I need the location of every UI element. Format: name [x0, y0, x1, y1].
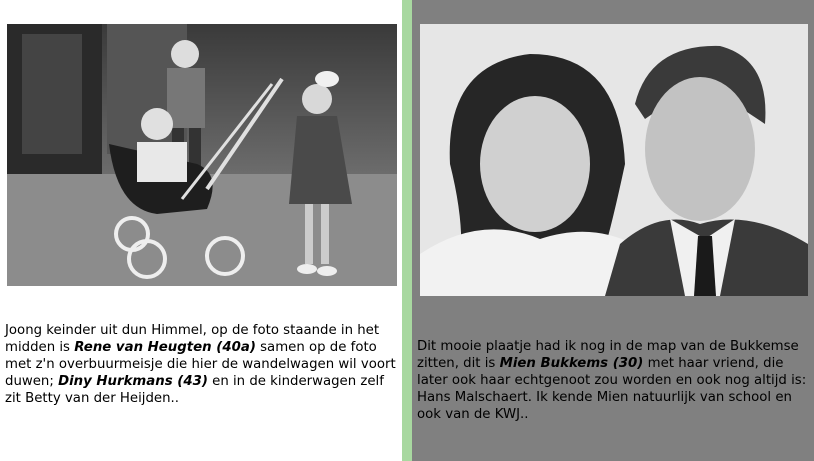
left-caption [5, 322, 397, 407]
left-panel [0, 0, 402, 461]
photo-couple-portrait [420, 24, 808, 296]
right-caption [417, 338, 809, 423]
right-panel [412, 0, 814, 461]
left-caption-text-1: Joong keinder uit dun Himmel, op de foto staande in het midden is [5, 323, 380, 355]
left-caption-text-3: en in de kinderwagen zelf zit Betty van der Heijden.. [5, 374, 384, 406]
right-caption-text-1: Dit mooie plaatje had ik nog in de map van de Bukkemse zitten, dit is [417, 339, 799, 371]
name-diny-hurkmans: Diny Hurkmans (43) [58, 374, 208, 389]
name-rene-van-heugten: Rene van Heugten (40a) [74, 340, 256, 355]
right-caption-text-2: met haar vriend, die later ook haar echtgenoot zou worden en ook nog altijd is: Hans Malschaert. Ik kende Mien natuurlijk van school en ook van de KWJ.. [417, 356, 807, 422]
name-mien-bukkems: Mien Bukkems (30) [499, 356, 644, 371]
left-caption-text-2: samen op de foto met z'n overbuurmeisje die hier de wandelwagen wil voort duwen; [5, 340, 396, 389]
green-divider [402, 0, 412, 461]
photo-children-with-pram [7, 24, 397, 286]
